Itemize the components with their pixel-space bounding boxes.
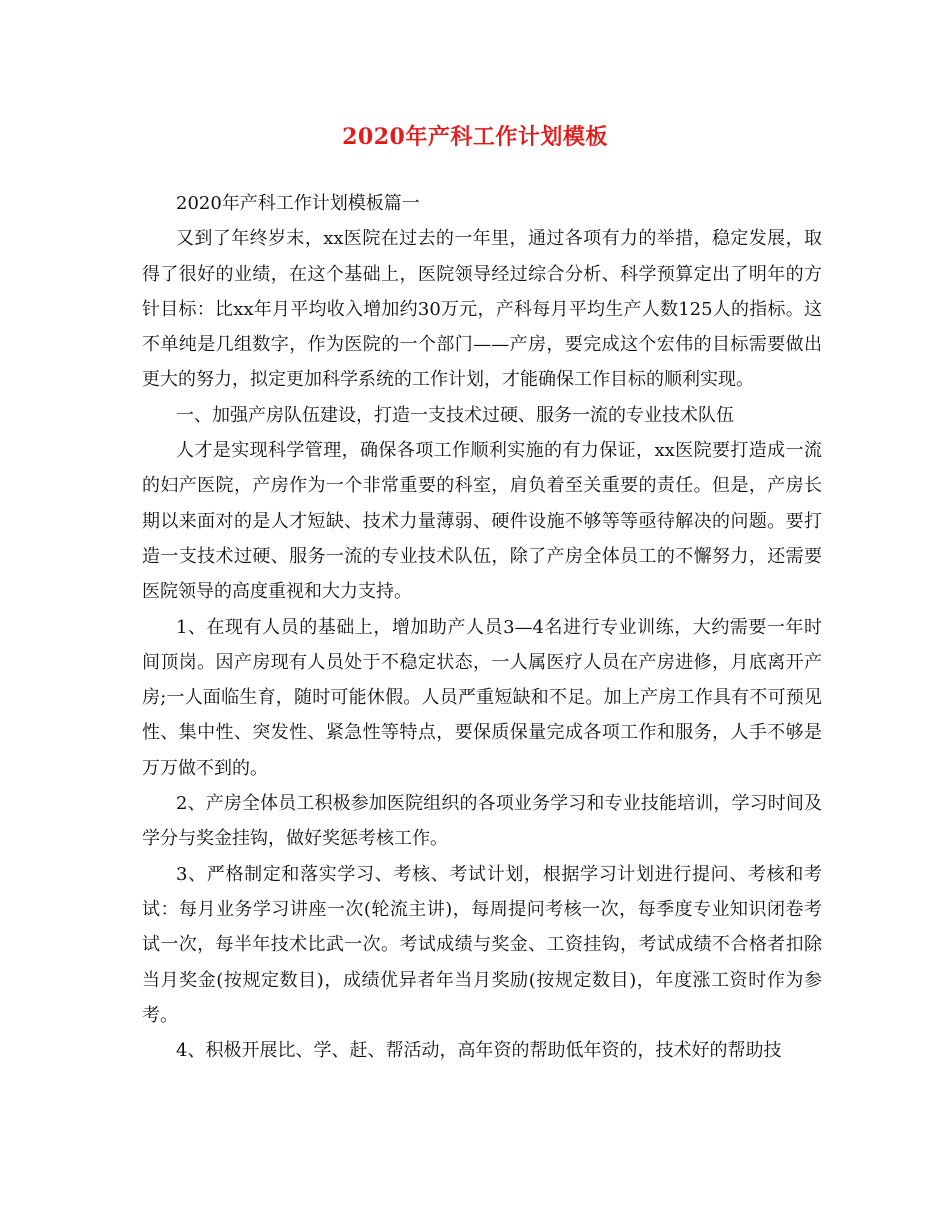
list-item-4: 4、积极开展比、学、赶、帮活动，高年资的帮助低年资的，技术好的帮助技	[176, 1040, 782, 1062]
document-body	[142, 186, 822, 1068]
list-item-1: 1、在现有人员的基础上，增加助产人员3—4名进行专业训练，大约需要一年时间顶岗。因产房现有人员处于不稳定状态，一人属医疗人员在产房进修，月底离开产房;一人面临生育，随时可能休假。人员严重短缺和不足。加上产房工作具有不可预见性、集中性、突发性、紧急性等特点，要保质保量完成各项工作和服务，人手不够是万万做不到的。	[142, 616, 822, 779]
list-item-3: 3、严格制定和落实学习、考核、考试计划，根据学习计划进行提问、考核和考试：每月业务学习讲座一次(轮流主讲)，每周提问考核一次，每季度专业知识闭卷考试一次，每半年技术比武一次。考试成绩与奖金、工资挂钩，考试成绩不合格者扣除当月奖金(按规定数目)，成绩优异者年当月奖励(按规定数目)，年度涨工资时作为参考。	[142, 863, 822, 1026]
document-subtitle: 2020年产科工作计划模板篇一	[176, 193, 420, 214]
list-item-2: 2、产房全体员工积极参加医院组织的各项业务学习和专业技能培训，学习时间及学分与奖金挂钩，做好奖惩考核工作。	[142, 793, 822, 850]
paragraph-intro: 又到了年终岁末，xx医院在过去的一年里，通过各项有力的举措，稳定发展，取得了很好的业绩，在这个基础上，医院领导经过综合分析、科学预算定出了明年的方针目标：比xx年月平均收入增加约30万元，产科每月平均生产人数125人的指标。这不单纯是几组数字，作为医院的一个部门——产房，要完成这个宏伟的目标需要做出更大的努力，拟定更加科学系统的工作计划，才能确保工作目标的顺利实现。	[142, 228, 822, 391]
paragraph-talent: 人才是实现科学管理，确保各项工作顺利实施的有力保证，xx医院要打造成一流的妇产医院，产房作为一个非常重要的科室，肩负着至关重要的责任。但是，产房长期以来面对的是人才短缺、技术力量薄弱、硬件设施不够等等亟待解决的问题。要打造一支技术过硬、服务一流的专业技术队伍，除了产房全体员工的不懈努力，还需要医院领导的高度重视和大力支持。	[142, 440, 822, 603]
document-title: 2020年产科工作计划模板	[342, 124, 608, 150]
section-heading-1: 一、加强产房队伍建设，打造一支技术过硬、服务一流的专业技术队伍	[176, 404, 734, 426]
